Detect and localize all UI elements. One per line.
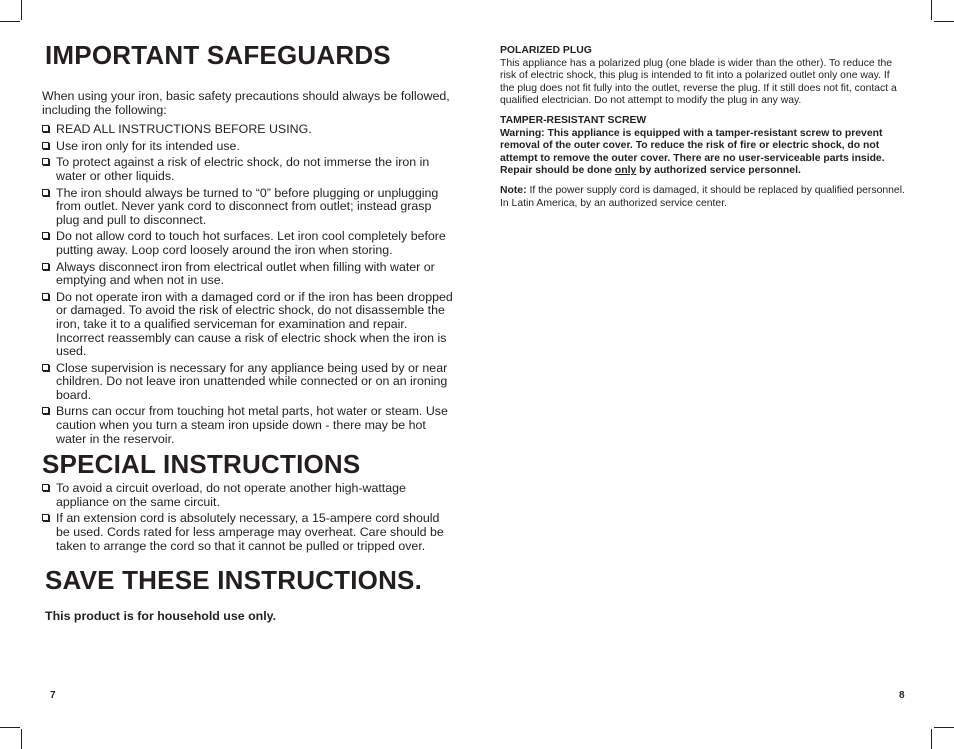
crop-mark [0, 21, 20, 22]
safeguard-item [42, 230, 456, 257]
safeguard-item-text: Close supervision is necessary for any appliance being used by or near children. Do not leave iron unattended while connected or on an ironing board. [56, 360, 448, 402]
special-instruction-item-text: If an extension cord is absolutely necessary, a 15-ampere cord should be used. Cords rated for less amperage may overheat. Care should be taken to arrange the cord so that it cannot be pulled or tripped over. [56, 511, 444, 553]
polarized-plug-heading: POLARIZED PLUG [500, 45, 592, 56]
safeguard-item [42, 362, 456, 403]
note-paragraph [500, 185, 906, 210]
safeguard-item-text: The iron should always be turned to “0” before plugging or unplugging from outlet. Never yank cord to disconnect from outlet; instead grasp plug and pull to disconnect. [56, 185, 439, 227]
safeguard-item-text: Do not allow cord to touch hot surfaces. Let iron cool completely before putting away. Loop cord loosely around the iron when storing. [56, 229, 446, 257]
safeguard-item-text: Always disconnect iron from electrical outlet when filling with water or emptying and when not in use. [56, 259, 435, 288]
safeguard-item-text: Use iron only for its intended use. [56, 138, 240, 153]
crop-mark [0, 727, 20, 728]
polarized-plug-text: This appliance has a polarized plug (one blade is wider than the other). To reduce the risk of electric shock, this plug is intended to fit into a polarized outlet only one way. If the plug does not fit fully into the outlet, reverse the plug. If it still does not fit, contact a qualified electrician. Do not attempt to modify the plug in any way. [500, 57, 897, 107]
right-page [500, 45, 906, 210]
tamper-screw-heading: TAMPER-RESISTANT SCREW [500, 114, 647, 126]
household-use-note: This product is for household use only. [45, 609, 277, 624]
crop-mark [934, 21, 954, 22]
safeguards-list [42, 123, 456, 446]
crop-mark [931, 729, 932, 749]
page-number-left: 7 [50, 690, 56, 701]
safeguard-item-text: READ ALL INSTRUCTIONS BEFORE USING. [56, 122, 312, 137]
save-instructions-title: SAVE THESE INSTRUCTIONS. [45, 565, 423, 596]
safeguard-item [42, 187, 456, 228]
crop-mark [934, 727, 954, 728]
safeguard-item-text: Do not operate iron with a damaged cord or if the iron has been dropped or damaged. To avoid the risk of electric shock, do not disassemble the iron, take it to a qualified serviceman for examination and repair. Incorrect reassembly can cause a risk of electric shock when the iron is used. [56, 289, 453, 359]
page-number-right: 8 [899, 690, 905, 701]
note-text: If the power supply cord is damaged, it should be replaced by qualified personnel. In Latin America, by an authorized service center. [500, 184, 905, 209]
checkbox-icon [42, 484, 49, 491]
special-instructions-list [42, 482, 456, 553]
checkbox-icon [42, 407, 49, 414]
intro-text: When using your iron, basic safety precautions should always be followed, including the following: [42, 89, 450, 117]
checkbox-icon [42, 232, 49, 239]
special-instruction-item [42, 512, 456, 553]
tamper-screw-text-b: by authorized service personnel. [636, 165, 801, 177]
checkbox-icon [42, 125, 49, 132]
checkbox-icon [42, 364, 49, 371]
crop-mark [931, 0, 932, 20]
important-safeguards-title: IMPORTANT SAFEGUARDS [45, 40, 391, 70]
checkbox-icon [42, 293, 49, 300]
left-page [42, 40, 456, 623]
safeguard-item-text: To protect against a risk of electric shock, do not immerse the iron in water or other liquids. [56, 155, 430, 183]
crop-mark [21, 729, 22, 749]
checkbox-icon [42, 158, 49, 165]
tamper-screw-text-a: Warning: This appliance is equipped with a tamper-resistant screw to prevent removal of the outer cover. To reduce the risk of fire or electric shock, do not attempt to remove the outer cover. There are no user-serviceable parts inside. Repair should be done [500, 127, 885, 177]
note-label: Note: [500, 184, 527, 196]
tamper-screw-only: only [614, 165, 637, 177]
special-instructions-title: SPECIAL INSTRUCTIONS [42, 449, 361, 480]
safeguard-item [42, 156, 456, 183]
safeguard-item [42, 261, 456, 288]
special-instruction-item [42, 482, 456, 509]
safeguard-item-text: Burns can occur from touching hot metal parts, hot water or steam. Use caution when you turn a steam iron upside down - there may be hot water in the reservoir. [56, 404, 448, 446]
safeguard-item [42, 291, 456, 359]
safeguard-item [42, 405, 456, 446]
special-instruction-item-text: To avoid a circuit overload, do not operate another high-wattage appliance on the same circuit. [56, 481, 406, 509]
checkbox-icon [42, 514, 49, 521]
checkbox-icon [42, 189, 49, 196]
checkbox-icon [42, 142, 49, 149]
safeguard-item [42, 140, 456, 154]
safeguard-item [42, 123, 456, 137]
checkbox-icon [42, 263, 49, 270]
crop-mark [21, 0, 22, 20]
tamper-screw-warning [500, 128, 906, 178]
